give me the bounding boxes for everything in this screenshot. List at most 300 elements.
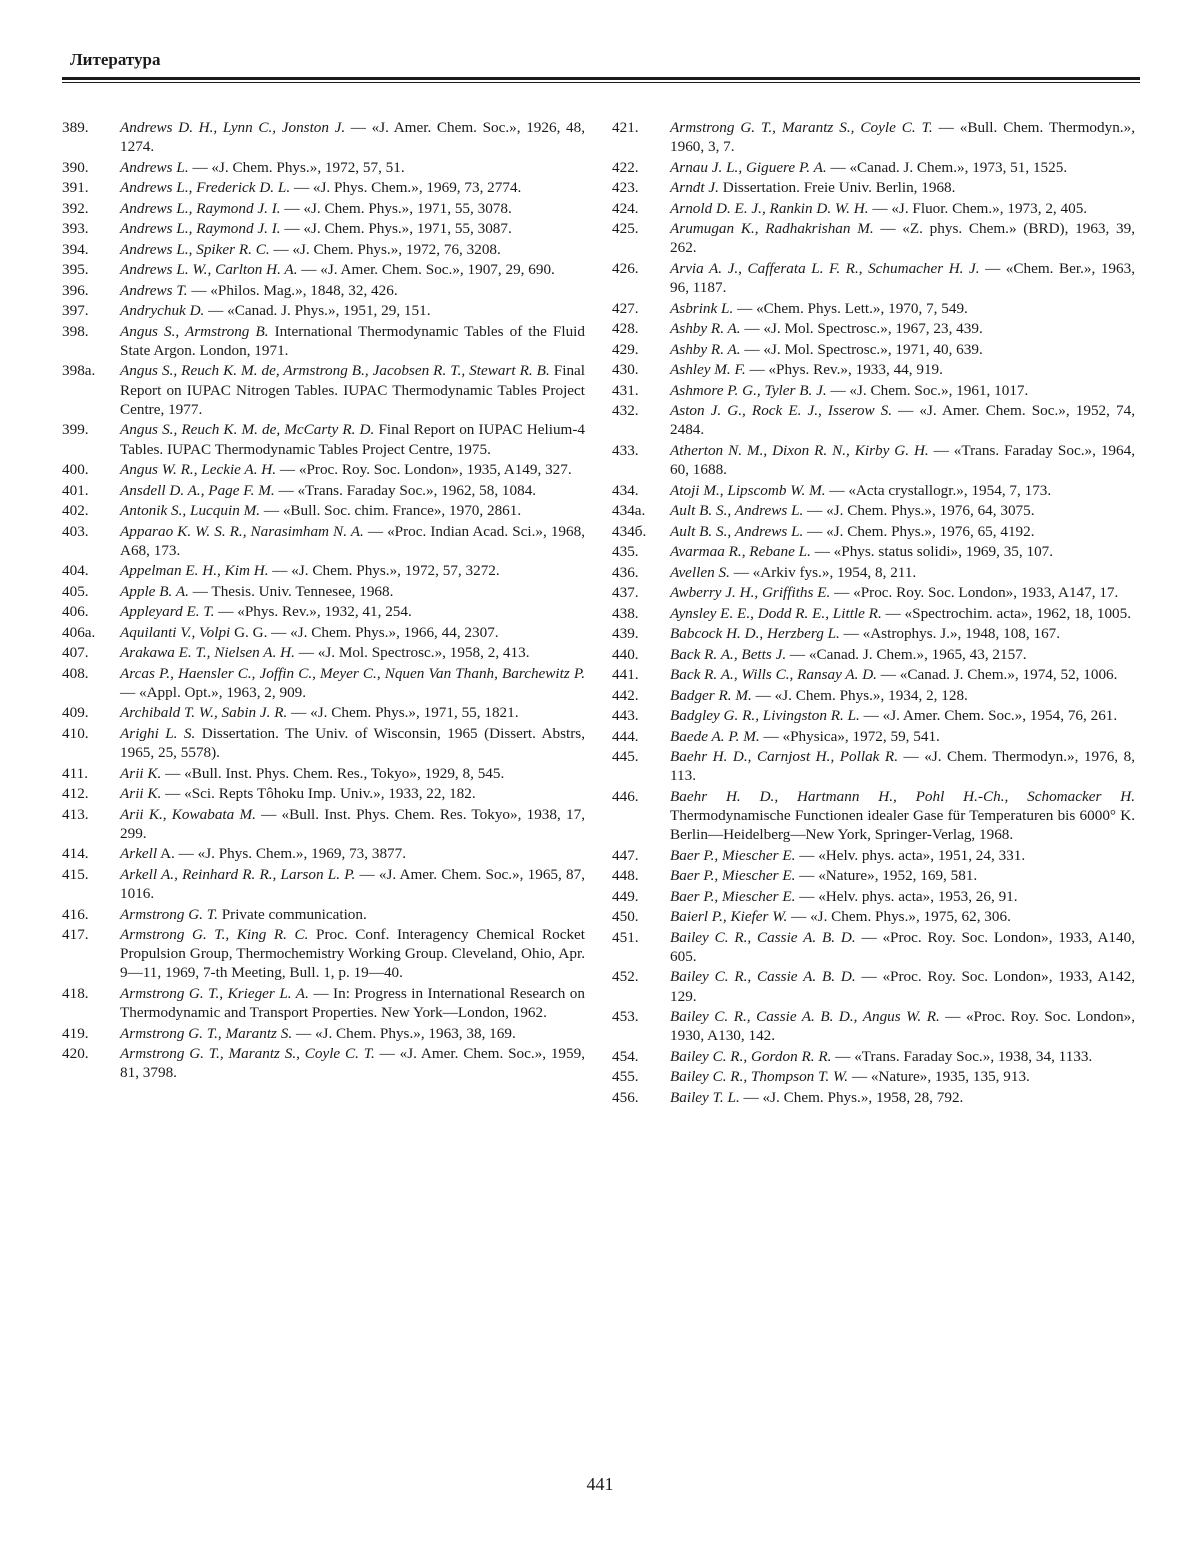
reference-entry bbox=[612, 340, 1135, 359]
reference-source: Proc. Conf. Interagency Chemical Rocket Propulsion Group, Thermochemistry Working Group. Cleveland, Ohio, Apr. 9—11, 1969, 7-th Meeting, Bull. 1, p. 19—40. bbox=[120, 926, 585, 982]
reference-source: — «Chem. Ber.», 1963, 96, 1187. bbox=[670, 259, 1136, 297]
reference-entry bbox=[62, 522, 585, 560]
reference-source: — «Appl. Opt.», 1963, 2, 909. bbox=[120, 683, 307, 701]
reference-source: — «J. Chem. Phys.», 1934, 2, 128. bbox=[751, 686, 968, 704]
reference-source: — «J. Amer. Chem. Soc.», 1926, 48, 1274. bbox=[120, 119, 585, 156]
reference-authors: Appelman E. H., Kim H. bbox=[120, 562, 269, 580]
reference-number: 430. bbox=[612, 361, 639, 379]
reference-number: 404. bbox=[62, 562, 89, 580]
reference-source: — «Bull. Inst. Phys. Chem. Res., Tokyo», 1929, 8, 545. bbox=[161, 764, 505, 782]
reference-number: 418. bbox=[62, 984, 89, 1002]
reference-source: — Thesis. Univ. Tennesee, 1968. bbox=[188, 582, 394, 600]
reference-text bbox=[120, 844, 585, 863]
reference-entry bbox=[62, 623, 585, 642]
reference-authors: Bailey C. R., Gordon R. R. bbox=[670, 1047, 832, 1065]
reference-authors: Bailey C. R., Thompson T. W. bbox=[670, 1068, 849, 1086]
reference-entry bbox=[62, 199, 585, 218]
reference-source: Final Report on IUPAC Nitrogen Tables. IUPAC Thermodynamic Tables Project Centre, 1977. bbox=[120, 362, 585, 418]
reference-number: 403. bbox=[62, 522, 89, 540]
reference-text bbox=[670, 178, 1135, 197]
reference-authors: Angus S., Armstrong B. bbox=[120, 322, 269, 340]
reference-number: 449. bbox=[612, 887, 639, 905]
reference-text bbox=[670, 928, 1135, 966]
reference-number: 426. bbox=[612, 259, 639, 277]
reference-source: — «Astrophys. J.», 1948, 108, 167. bbox=[839, 625, 1061, 643]
reference-authors: Armstrong G. T., Marantz S., Coyle C. T. bbox=[670, 119, 933, 136]
reference-text bbox=[120, 865, 585, 903]
reference-number: 422. bbox=[612, 158, 639, 176]
reference-text bbox=[670, 563, 1135, 582]
reference-source: — «J. Amer. Chem. Soc.», 1965, 87, 1016. bbox=[120, 865, 585, 903]
reference-text bbox=[120, 784, 585, 803]
reference-entry bbox=[612, 928, 1135, 966]
reference-authors: Baehr H. D., Carnjost H., Pollak R. bbox=[670, 748, 898, 766]
reference-text bbox=[120, 724, 585, 762]
reference-authors: Arii K., Kowabata M. bbox=[120, 805, 256, 823]
reference-authors: Baer P., Miescher E. bbox=[670, 867, 796, 885]
reference-entry bbox=[62, 240, 585, 259]
reference-source: — «Bull. Chem. Thermodyn.», 1960, 3, 7. bbox=[670, 119, 1135, 156]
reference-entry bbox=[62, 561, 585, 580]
reference-text bbox=[670, 360, 1135, 379]
reference-source: — «Trans. Faraday Soc.», 1964, 60, 1688. bbox=[670, 441, 1135, 479]
reference-number: 451. bbox=[612, 928, 639, 946]
reference-source: G. G. — «J. Chem. Phys.», 1966, 44, 2307. bbox=[230, 623, 499, 641]
reference-entry bbox=[612, 360, 1135, 379]
reference-text bbox=[120, 764, 585, 783]
reference-number: 406. bbox=[62, 603, 89, 621]
reference-text bbox=[120, 301, 585, 320]
reference-text bbox=[120, 199, 585, 218]
reference-text bbox=[120, 260, 585, 279]
reference-entry bbox=[612, 866, 1135, 885]
reference-text bbox=[120, 1044, 585, 1082]
reference-source: — «Bull. Inst. Phys. Chem. Res. Tokyo», 1938, 17, 299. bbox=[120, 805, 585, 842]
reference-text bbox=[120, 118, 585, 156]
reference-authors: Arnau J. L., Giguere P. A. bbox=[670, 158, 827, 176]
reference-authors: Apparao K. W. S. R., Narasimham N. A. bbox=[120, 522, 364, 540]
reference-text bbox=[670, 542, 1135, 561]
reference-text bbox=[670, 583, 1135, 602]
reference-text bbox=[670, 907, 1135, 926]
reference-text bbox=[670, 846, 1135, 865]
reference-number: 406a. bbox=[62, 623, 96, 641]
reference-text bbox=[670, 158, 1135, 177]
reference-text bbox=[670, 1088, 1135, 1107]
reference-authors: Ashley M. F. bbox=[670, 361, 746, 379]
reference-authors: Andrews L., Raymond J. I. bbox=[120, 220, 281, 238]
reference-source: — «J. Mol. Spectrosc.», 1971, 40, 639. bbox=[740, 340, 983, 358]
reference-number: 397. bbox=[62, 302, 89, 320]
reference-number: 414. bbox=[62, 845, 89, 863]
reference-text bbox=[670, 219, 1135, 257]
reference-text bbox=[120, 984, 585, 1022]
reference-entry bbox=[612, 118, 1135, 156]
reference-entry bbox=[62, 865, 585, 903]
reference-authors: Bailey T. L. bbox=[670, 1088, 740, 1106]
reference-entry bbox=[62, 724, 585, 762]
reference-source: — «Canad. J. Chem.», 1965, 43, 2157. bbox=[786, 645, 1027, 663]
reference-entry bbox=[62, 301, 585, 320]
reference-authors: Arii K. bbox=[120, 764, 162, 782]
reference-number: 442. bbox=[612, 686, 639, 704]
reference-number: 395. bbox=[62, 261, 89, 279]
reference-number: 424. bbox=[612, 199, 639, 217]
reference-authors: Armstrong G. T., Marantz S. bbox=[120, 1024, 293, 1042]
reference-authors: Andrews L., Spiker R. C. bbox=[120, 240, 270, 258]
reference-number: 441. bbox=[612, 666, 639, 684]
reference-text bbox=[120, 664, 585, 702]
reference-text bbox=[670, 686, 1135, 705]
reference-number: 453. bbox=[612, 1008, 639, 1026]
reference-text bbox=[120, 281, 585, 300]
reference-authors: Arkell bbox=[120, 845, 158, 863]
reference-entry bbox=[62, 1024, 585, 1043]
reference-authors: Ashmore P. G., Tyler B. J. bbox=[670, 381, 827, 399]
reference-authors: Atoji M., Lipscomb W. M. bbox=[670, 481, 826, 499]
reference-source: — «Proc. Roy. Soc. London», 1930, A130, 142. bbox=[670, 1008, 1135, 1045]
reference-number: 417. bbox=[62, 926, 89, 944]
reference-authors: Armstrong G. T., Marantz S., Coyle C. T. bbox=[120, 1045, 375, 1063]
reference-source: Dissertation. Freie Univ. Berlin, 1968. bbox=[718, 179, 956, 197]
reference-source: — «J. Chem. Phys.», 1972, 76, 3208. bbox=[269, 240, 501, 258]
reference-source: — «J. Chem. Thermodyn.», 1976, 8, 113. bbox=[670, 748, 1135, 785]
reference-number: 439. bbox=[612, 625, 639, 643]
reference-entry bbox=[62, 703, 585, 722]
reference-entry bbox=[62, 460, 585, 479]
reference-text bbox=[670, 665, 1135, 684]
reference-authors: Badgley G. R., Livingston R. L. bbox=[670, 707, 860, 725]
reference-number: 423. bbox=[612, 179, 639, 197]
reference-number: 438. bbox=[612, 604, 639, 622]
reference-text bbox=[670, 1067, 1135, 1086]
reference-entry bbox=[612, 624, 1135, 643]
reference-authors: Archibald T. W., Sabin J. R. bbox=[120, 704, 288, 722]
reference-authors: Armstrong G. T. bbox=[120, 905, 218, 923]
reference-text bbox=[120, 623, 585, 642]
reference-text bbox=[670, 319, 1135, 338]
reference-number: 407. bbox=[62, 644, 89, 662]
reference-text bbox=[670, 199, 1135, 218]
reference-text bbox=[670, 481, 1135, 500]
reference-entry bbox=[62, 158, 585, 177]
reference-text bbox=[670, 340, 1135, 359]
reference-source: — «Canad. J. Chem.», 1973, 51, 1525. bbox=[826, 158, 1068, 176]
reference-authors: Arii K. bbox=[120, 785, 162, 803]
reference-source: — «Canad. J. Chem.», 1974, 52, 1006. bbox=[876, 666, 1118, 684]
reference-authors: Avellen S. bbox=[670, 563, 730, 581]
reference-source: — «J. Amer. Chem. Soc.», 1959, 81, 3798. bbox=[120, 1045, 586, 1082]
reference-text bbox=[670, 118, 1135, 156]
reference-entry bbox=[612, 481, 1135, 500]
reference-entry bbox=[612, 381, 1135, 400]
reference-entry bbox=[612, 706, 1135, 725]
reference-authors: Andrews L. W., Carlton H. A. bbox=[120, 261, 298, 279]
reference-text bbox=[670, 1047, 1135, 1066]
reference-entry bbox=[612, 1007, 1135, 1045]
reference-source: — «J. Chem. Phys.», 1976, 65, 4192. bbox=[803, 522, 1035, 540]
reference-number: 454. bbox=[612, 1047, 639, 1065]
reference-text bbox=[670, 604, 1135, 623]
reference-number: 434. bbox=[612, 481, 639, 499]
reference-source: — «Philos. Mag.», 1848, 32, 426. bbox=[187, 281, 398, 299]
reference-authors: Awberry J. H., Griffiths E. bbox=[670, 584, 831, 602]
reference-authors: Angus W. R., Leckie A. H. bbox=[120, 461, 277, 479]
reference-entry bbox=[62, 219, 585, 238]
reference-source: — «J. Chem. Phys.», 1971, 55, 1821. bbox=[287, 704, 519, 722]
reference-number: 405. bbox=[62, 582, 89, 600]
reference-number: 396. bbox=[62, 281, 89, 299]
reference-number: 421. bbox=[612, 119, 639, 136]
reference-source: — «Physica», 1972, 59, 541. bbox=[759, 727, 940, 745]
reference-number: 448. bbox=[612, 867, 639, 885]
reference-authors: Arakawa E. T., Nielsen A. H. bbox=[120, 644, 295, 662]
reference-entry bbox=[612, 787, 1135, 845]
reference-number: 456. bbox=[612, 1088, 639, 1106]
reference-number: 431. bbox=[612, 381, 639, 399]
reference-entry bbox=[612, 645, 1135, 664]
reference-authors: Andrychuk D. bbox=[120, 302, 205, 320]
reference-text bbox=[670, 787, 1135, 845]
reference-entry bbox=[612, 542, 1135, 561]
reference-source: — «Spectrochim. acta», 1962, 18, 1005. bbox=[881, 604, 1132, 622]
reference-number: 416. bbox=[62, 905, 89, 923]
reference-text bbox=[670, 381, 1135, 400]
reference-entry bbox=[62, 281, 585, 300]
reference-source: — «Proc. Roy. Soc. London», 1933, A140, 605. bbox=[670, 928, 1135, 965]
reference-entry bbox=[612, 1047, 1135, 1066]
reference-number: 429. bbox=[612, 340, 639, 358]
reference-authors: Atherton N. M., Dixon R. N., Kirby G. H. bbox=[670, 441, 929, 459]
reference-number: 443. bbox=[612, 707, 639, 725]
reference-text bbox=[670, 441, 1135, 479]
reference-text bbox=[120, 460, 585, 479]
reference-number: 455. bbox=[612, 1068, 639, 1086]
reference-entry bbox=[612, 686, 1135, 705]
reference-authors: Badger R. M. bbox=[670, 686, 752, 704]
reference-entry bbox=[62, 420, 585, 458]
reference-entry bbox=[612, 967, 1135, 1005]
reference-entry bbox=[62, 844, 585, 863]
reference-source: — «Sci. Repts Tôhoku Imp. Univ.», 1933, 22, 182. bbox=[161, 785, 476, 803]
reference-source: — «Acta crystallogr.», 1954, 7, 173. bbox=[825, 481, 1052, 499]
reference-entry bbox=[612, 441, 1135, 479]
reference-entry bbox=[612, 846, 1135, 865]
reference-text bbox=[120, 178, 585, 197]
reference-source: — «J. Phys. Chem.», 1969, 73, 2774. bbox=[290, 179, 522, 197]
reference-source: — «Proc. Roy. Soc. London», 1935, A149, 327. bbox=[276, 461, 572, 479]
reference-entry bbox=[612, 501, 1135, 520]
reference-source: — «Trans. Faraday Soc.», 1938, 34, 1133. bbox=[831, 1047, 1093, 1065]
reference-source: — «J. Mol. Spectrosc.», 1958, 2, 413. bbox=[294, 644, 530, 662]
reference-number: 450. bbox=[612, 908, 639, 926]
reference-text bbox=[670, 967, 1135, 1005]
reference-source: — «J. Amer. Chem. Soc.», 1954, 76, 261. bbox=[859, 707, 1118, 725]
reference-source: — «J. Chem. Phys.», 1976, 64, 3075. bbox=[803, 502, 1035, 520]
reference-entry bbox=[62, 501, 585, 520]
reference-text bbox=[670, 887, 1135, 906]
reference-source: — «J. Chem. Soc.», 1961, 1017. bbox=[826, 381, 1029, 399]
reference-entry bbox=[612, 563, 1135, 582]
reference-entry bbox=[62, 481, 585, 500]
reference-text bbox=[120, 805, 585, 843]
reference-number: 435. bbox=[612, 543, 639, 561]
reference-entry bbox=[62, 984, 585, 1022]
reference-entry bbox=[612, 522, 1135, 541]
header-rule-thick bbox=[62, 77, 1140, 80]
reference-entry bbox=[612, 158, 1135, 177]
reference-text bbox=[120, 582, 585, 601]
reference-authors: Baehr H. D., Hartmann H., Pohl H.-Ch., Schomacker H. bbox=[670, 787, 1135, 805]
reference-entry bbox=[612, 178, 1135, 197]
reference-authors: Baierl P., Kiefer W. bbox=[670, 908, 788, 926]
reference-authors: Bailey C. R., Cassie A. B. D., Angus W. R. bbox=[670, 1008, 940, 1026]
reference-entry bbox=[612, 219, 1135, 257]
reference-authors: Arighi L. S. bbox=[120, 724, 196, 742]
reference-text bbox=[120, 361, 585, 419]
reference-source: — «Chem. Phys. Lett.», 1970, 7, 549. bbox=[733, 299, 968, 317]
reference-text bbox=[670, 727, 1135, 746]
header-rule-thin bbox=[62, 82, 1140, 83]
reference-source: — «Proc. Roy. Soc. London», 1933, A142, 129. bbox=[670, 968, 1135, 1005]
reference-source: — «Helv. phys. acta», 1953, 26, 91. bbox=[795, 887, 1018, 905]
reference-entry bbox=[62, 361, 585, 419]
reference-authors: Ashby R. A. bbox=[670, 340, 741, 358]
reference-authors: Baede A. P. M. bbox=[670, 727, 760, 745]
reference-source: — «Helv. phys. acta», 1951, 24, 331. bbox=[795, 846, 1026, 864]
reference-text bbox=[120, 703, 585, 722]
reference-source: — «Trans. Faraday Soc.», 1962, 58, 1084. bbox=[274, 481, 537, 499]
reference-authors: Ault B. S., Andrews L. bbox=[670, 502, 804, 520]
reference-entry bbox=[62, 664, 585, 702]
reference-authors: Arndt J. bbox=[670, 179, 719, 197]
reference-text bbox=[670, 299, 1135, 318]
reference-source: Private communication. bbox=[217, 905, 367, 923]
reference-number: 446. bbox=[612, 787, 639, 805]
reference-authors: Apple B. A. bbox=[120, 582, 189, 600]
reference-text bbox=[670, 259, 1135, 297]
reference-authors: Asbrink L. bbox=[670, 299, 734, 317]
reference-number: 433. bbox=[612, 441, 639, 459]
reference-entry bbox=[62, 643, 585, 662]
reference-authors: Andrews D. H., Lynn C., Jonston J. bbox=[120, 119, 346, 136]
reference-entry bbox=[62, 178, 585, 197]
reference-authors: Avarmaa R., Rebane L. bbox=[670, 543, 811, 561]
reference-source: — «Z. phys. Chem.» (BRD), 1963, 39, 262. bbox=[670, 220, 1136, 257]
reference-number: 409. bbox=[62, 704, 89, 722]
reference-source: — «J. Chem. Phys.», 1971, 55, 3078. bbox=[280, 199, 512, 217]
reference-entry bbox=[62, 1044, 585, 1082]
reference-text bbox=[670, 401, 1135, 439]
reference-entry bbox=[62, 805, 585, 843]
reference-entry bbox=[612, 887, 1135, 906]
reference-source: International Thermodynamic Tables of the Fluid State Argon. London, 1971. bbox=[120, 322, 585, 359]
reference-number: 398a. bbox=[62, 362, 96, 380]
reference-number: 434a. bbox=[612, 502, 646, 520]
reference-source: — «Phys. status solidi», 1969, 35, 107. bbox=[810, 543, 1054, 561]
reference-authors: Ansdell D. A., Page F. M. bbox=[120, 481, 275, 499]
reference-entry bbox=[612, 583, 1135, 602]
reference-number: 402. bbox=[62, 502, 89, 520]
reference-source: — «J. Fluor. Chem.», 1973, 2, 405. bbox=[868, 199, 1088, 217]
reference-source: — «J. Amer. Chem. Soc.», 1952, 74, 2484. bbox=[670, 402, 1135, 439]
reference-text bbox=[120, 905, 585, 924]
reference-authors: Ashby R. A. bbox=[670, 320, 741, 338]
reference-number: 393. bbox=[62, 220, 89, 238]
page-number: 441 bbox=[586, 1474, 614, 1494]
reference-number: 434б. bbox=[612, 522, 647, 540]
reference-text bbox=[120, 643, 585, 662]
reference-text bbox=[120, 602, 585, 621]
reference-entry bbox=[612, 319, 1135, 338]
reference-source: — «J. Chem. Phys.», 1963, 38, 169. bbox=[292, 1024, 516, 1042]
reference-authors: Aquilanti V., Volpi bbox=[120, 623, 231, 641]
reference-source: — «Arkiv fys.», 1954, 8, 211. bbox=[729, 563, 917, 581]
reference-text bbox=[120, 158, 585, 177]
reference-number: 401. bbox=[62, 481, 89, 499]
reference-source: — In: Progress in International Research on Thermodynamic and Transport Properties. New York—London, 1962. bbox=[120, 984, 585, 1022]
reference-authors: Back R. A., Betts J. bbox=[670, 645, 787, 663]
reference-text bbox=[670, 522, 1135, 541]
reference-number: 428. bbox=[612, 320, 639, 338]
reference-authors: Arcas P., Haensler C., Joffin C., Meyer C., Nquen Van Thanh, Barchewitz P. bbox=[120, 664, 585, 682]
reference-number: 419. bbox=[62, 1024, 89, 1042]
reference-column-left bbox=[62, 118, 585, 1084]
reference-source: Thermodynamische Functionen idealer Gase für Temperaturen bis 6000° K. Berlin—Heidelberg—New York, Springer-Verlag, 1968. bbox=[670, 806, 1135, 844]
reference-number: 392. bbox=[62, 199, 89, 217]
reference-authors: Arnold D. E. J., Rankin D. W. H. bbox=[670, 199, 869, 217]
reference-text bbox=[120, 1024, 585, 1043]
reference-source: — «Nature», 1935, 135, 913. bbox=[848, 1068, 1030, 1086]
reference-number: 391. bbox=[62, 179, 89, 197]
reference-authors: Baer P., Miescher E. bbox=[670, 846, 796, 864]
reference-number: 410. bbox=[62, 724, 89, 742]
reference-authors: Baer P., Miescher E. bbox=[670, 887, 796, 905]
reference-source: — «Phys. Rev.», 1932, 41, 254. bbox=[214, 603, 412, 621]
reference-text bbox=[670, 706, 1135, 725]
reference-authors: Andrews L., Raymond J. I. bbox=[120, 199, 281, 217]
reference-number: 420. bbox=[62, 1045, 89, 1063]
reference-source: — «J. Chem. Phys.», 1958, 28, 792. bbox=[739, 1088, 964, 1106]
reference-text bbox=[120, 522, 585, 560]
reference-number: 390. bbox=[62, 158, 89, 176]
reference-source: — «J. Chem. Phys.», 1975, 62, 306. bbox=[787, 908, 1011, 926]
reference-text bbox=[670, 624, 1135, 643]
reference-authors: Ault B. S., Andrews L. bbox=[670, 522, 804, 540]
reference-entry bbox=[62, 582, 585, 601]
reference-source: Final Report on IUPAC Helium-4 Tables. IUPAC Thermodynamic Tables Project Centre, 1975. bbox=[120, 421, 586, 458]
reference-number: 415. bbox=[62, 865, 89, 883]
running-header: Литература bbox=[70, 50, 161, 69]
reference-number: 447. bbox=[612, 846, 639, 864]
reference-number: 445. bbox=[612, 748, 639, 766]
reference-entry bbox=[62, 322, 585, 360]
reference-number: 400. bbox=[62, 461, 89, 479]
reference-authors: Angus S., Reuch K. M. de, Armstrong B., Jacobsen R. T., Stewart R. B. bbox=[120, 362, 550, 380]
reference-source: — «J. Chem. Phys.», 1972, 57, 3272. bbox=[268, 562, 500, 580]
reference-number: 432. bbox=[612, 402, 639, 420]
reference-entry bbox=[612, 299, 1135, 318]
reference-entry bbox=[612, 727, 1135, 746]
reference-entry bbox=[612, 1088, 1135, 1107]
reference-entry bbox=[62, 784, 585, 803]
reference-entry bbox=[612, 199, 1135, 218]
reference-authors: Aynsley E. E., Dodd R. E., Little R. bbox=[670, 604, 882, 622]
reference-entry bbox=[62, 602, 585, 621]
reference-source: — «J. Chem. Phys.», 1971, 55, 3087. bbox=[280, 220, 512, 238]
reference-authors: Angus S., Reuch K. M. de, McCarty R. D. bbox=[120, 421, 375, 439]
reference-number: 412. bbox=[62, 785, 89, 803]
